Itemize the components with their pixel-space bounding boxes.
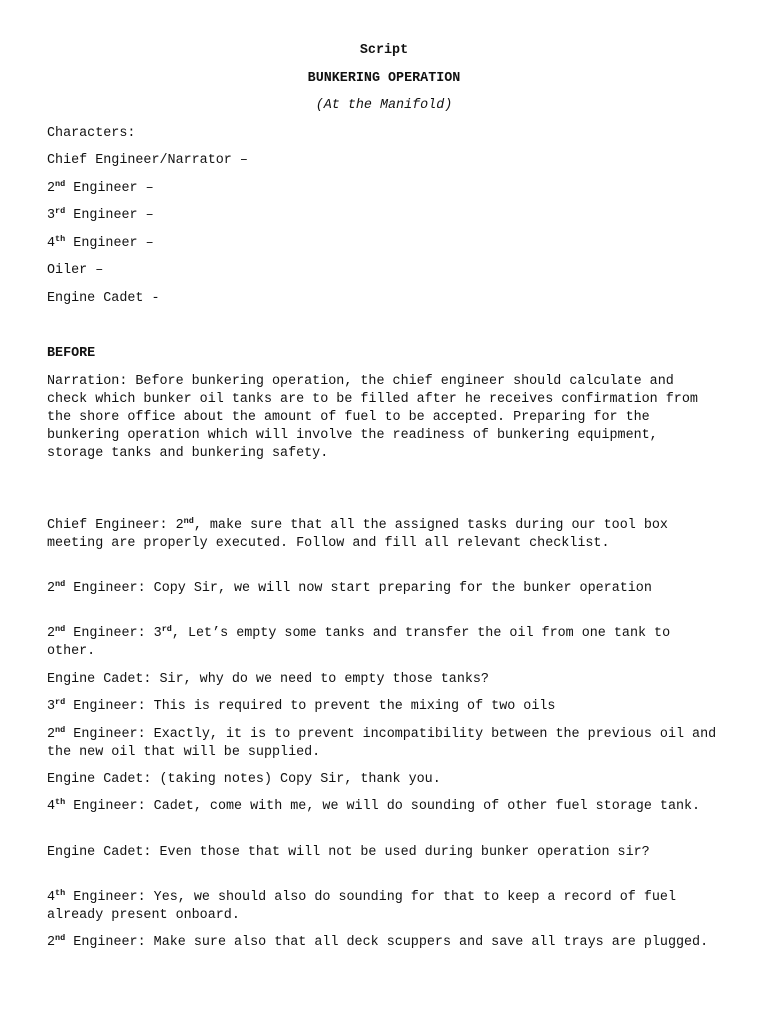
dialogue-line: 2nd Engineer: Copy Sir, we will now start preparing for the bunker operation — [47, 579, 652, 596]
dialogue-line: 3rd Engineer: This is required to prevent the mixing of two oils — [47, 697, 556, 714]
dialogue-line: Engine Cadet: Sir, why do we need to empty those tanks? — [47, 672, 489, 687]
document-subtitle: (At the Manifold) — [315, 98, 453, 113]
dialogue-line: 2nd Engineer: Make sure also that all deck scuppers and save all trays are plugged. — [47, 933, 709, 950]
dialogue-line: Engine Cadet: (taking notes) Copy Sir, thank you. — [47, 772, 441, 787]
character-item: 2nd Engineer – — [47, 179, 154, 196]
character-item: Chief Engineer/Narrator – — [47, 153, 248, 168]
script-label: Script — [359, 43, 409, 58]
dialogue-line: 4th Engineer: Cadet, come with me, we will do sounding of other fuel storage tank. — [47, 797, 701, 814]
dialogue-line: 2nd Engineer: 3rd, Let’s empty some tanks and transfer the oil from one tank to other. — [47, 624, 671, 659]
dialogue-line: 4th Engineer: Yes, we should also do sounding for that to keep a record of fuel already present onboard. — [47, 888, 676, 923]
dialogue-line: 2nd Engineer: Exactly, it is to prevent incompatibility between the previous oil and the new oil that will be supplied. — [47, 725, 717, 760]
narration-paragraph: Narration: Before bunkering operation, the chief engineer should calculate and check which bunker oil tanks are to be filled after he receives confirmation from the shore office about the amount of fuel to be accepted. Preparing for the bunkering operation which will involve the readiness of bunkering equipment, storage tanks and bunkering safety. — [47, 374, 698, 461]
character-item: 3rd Engineer – — [47, 206, 154, 223]
character-item: 4th Engineer – — [47, 234, 154, 251]
character-item: Engine Cadet - — [47, 291, 160, 306]
document-title: BUNKERING OPERATION — [307, 71, 461, 86]
section-heading-before: BEFORE — [47, 346, 96, 361]
dialogue-line: Engine Cadet: Even those that will not be used during bunker operation sir? — [47, 845, 650, 860]
dialogue-line: Chief Engineer: 2nd, make sure that all the assigned tasks during our tool box meeting are properly executed. Follow and fill all relevant checklist. — [47, 516, 668, 551]
characters-heading: Characters: — [47, 126, 136, 141]
character-item: Oiler – — [47, 263, 104, 278]
